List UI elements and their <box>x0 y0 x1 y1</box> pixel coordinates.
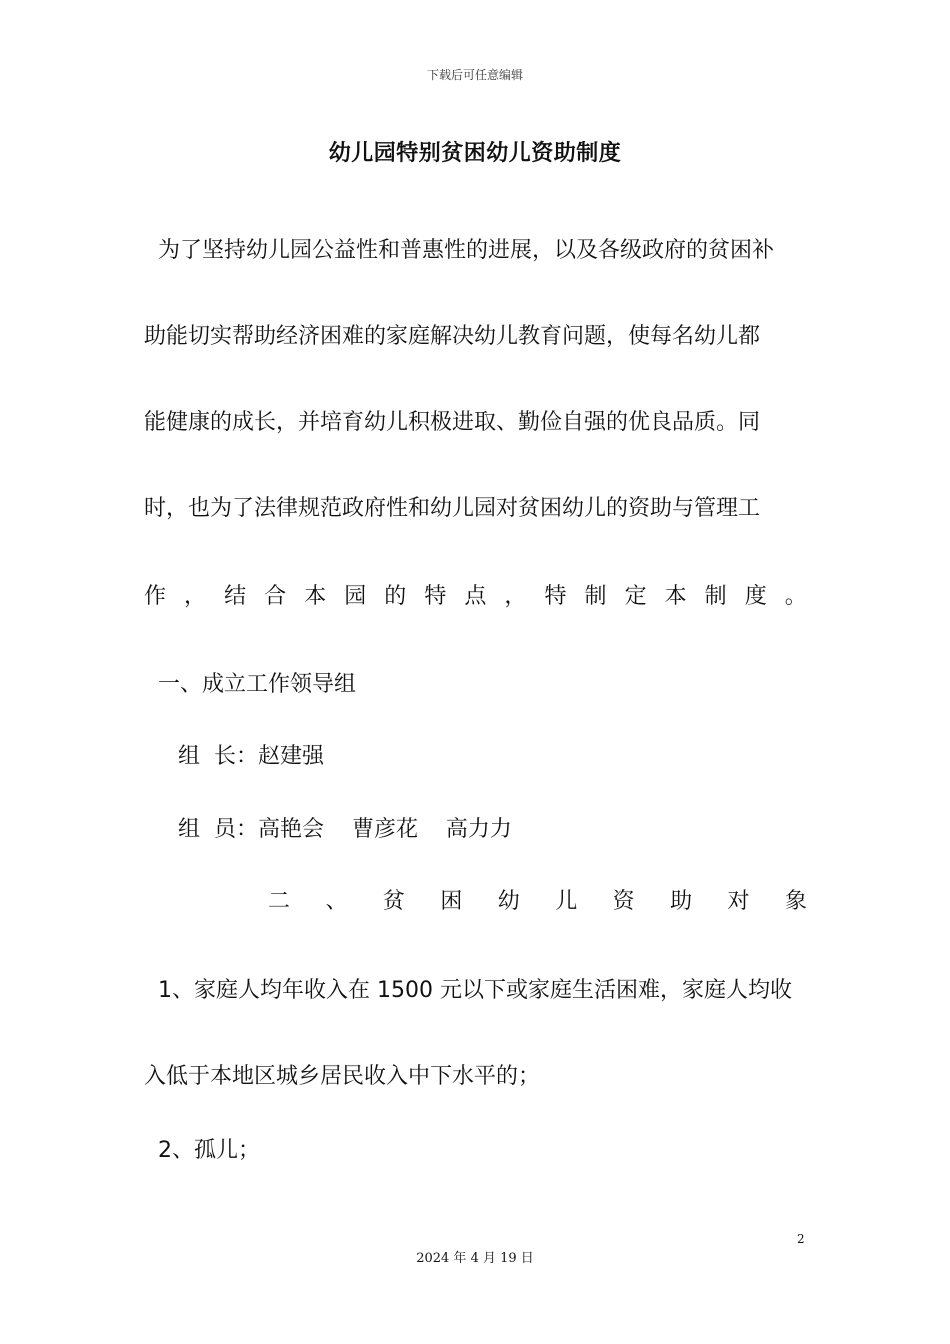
justified-char: 特 <box>544 584 567 609</box>
justified-char: 点 <box>464 584 487 609</box>
intro-line-5 <box>144 582 807 612</box>
intro-line-4: 时，也为了法律规范政府性和幼儿园对贫困幼儿的资助与管理工 <box>144 496 761 521</box>
justified-char: 特 <box>424 584 447 609</box>
section-1-members: 组 员：高艳会 曹彦花 高力力 <box>178 817 512 842</box>
justified-char: 儿 <box>555 889 578 914</box>
justified-char: 度 <box>744 584 767 609</box>
justified-char: ， <box>184 584 207 609</box>
justified-char: 结 <box>224 584 247 609</box>
justified-char: 作 <box>144 584 167 609</box>
justified-char: ， <box>504 584 527 609</box>
document-title: 幼儿园特别贫困幼儿资助制度 <box>328 141 622 166</box>
footer-date: 2024 年 4 月 19 日 <box>416 1251 534 1266</box>
section-2-heading <box>268 887 807 917</box>
justified-char: 合 <box>264 584 287 609</box>
justified-char: 。 <box>784 584 807 609</box>
header-note: 下载后可任意编辑 <box>426 68 523 82</box>
justified-char: 园 <box>344 584 367 609</box>
justified-char: 制 <box>704 584 727 609</box>
section-1-leader: 组 长：赵建强 <box>178 744 324 769</box>
intro-line-1: 为了坚持幼儿园公益性和普惠性的进展，以及各级政府的贫困补 <box>158 238 775 263</box>
justified-char: 制 <box>584 584 607 609</box>
justified-char: 助 <box>670 889 693 914</box>
justified-char: 定 <box>624 584 647 609</box>
section-2-item-2: 2、孤儿； <box>158 1138 260 1163</box>
justified-char: 二 <box>268 889 291 914</box>
justified-char: 困 <box>440 889 463 914</box>
justified-char: 的 <box>384 584 407 609</box>
justified-char: 象 <box>784 889 807 914</box>
section-1-heading: 一、成立工作领导组 <box>158 672 357 697</box>
intro-line-3: 能健康的成长，并培育幼儿积极进取、勤俭自强的优良品质。同 <box>144 410 761 435</box>
justified-char: 幼 <box>497 889 520 914</box>
justified-char: 、 <box>325 889 348 914</box>
section-2-item-1-line-1: 1、家庭人均年收入在 1500 元以下或家庭生活困难，家庭人均收 <box>158 978 792 1003</box>
justified-char: 对 <box>727 889 750 914</box>
justified-char: 贫 <box>382 889 405 914</box>
justified-char: 本 <box>664 584 687 609</box>
justified-char: 资 <box>612 889 635 914</box>
page-number: 2 <box>797 1232 805 1246</box>
intro-line-2: 助能切实帮助经济困难的家庭解决幼儿教育问题，使每名幼儿都 <box>144 324 761 349</box>
justified-char: 本 <box>304 584 327 609</box>
section-2-item-1-line-2: 入低于本地区城乡居民收入中下水平的； <box>144 1064 541 1089</box>
